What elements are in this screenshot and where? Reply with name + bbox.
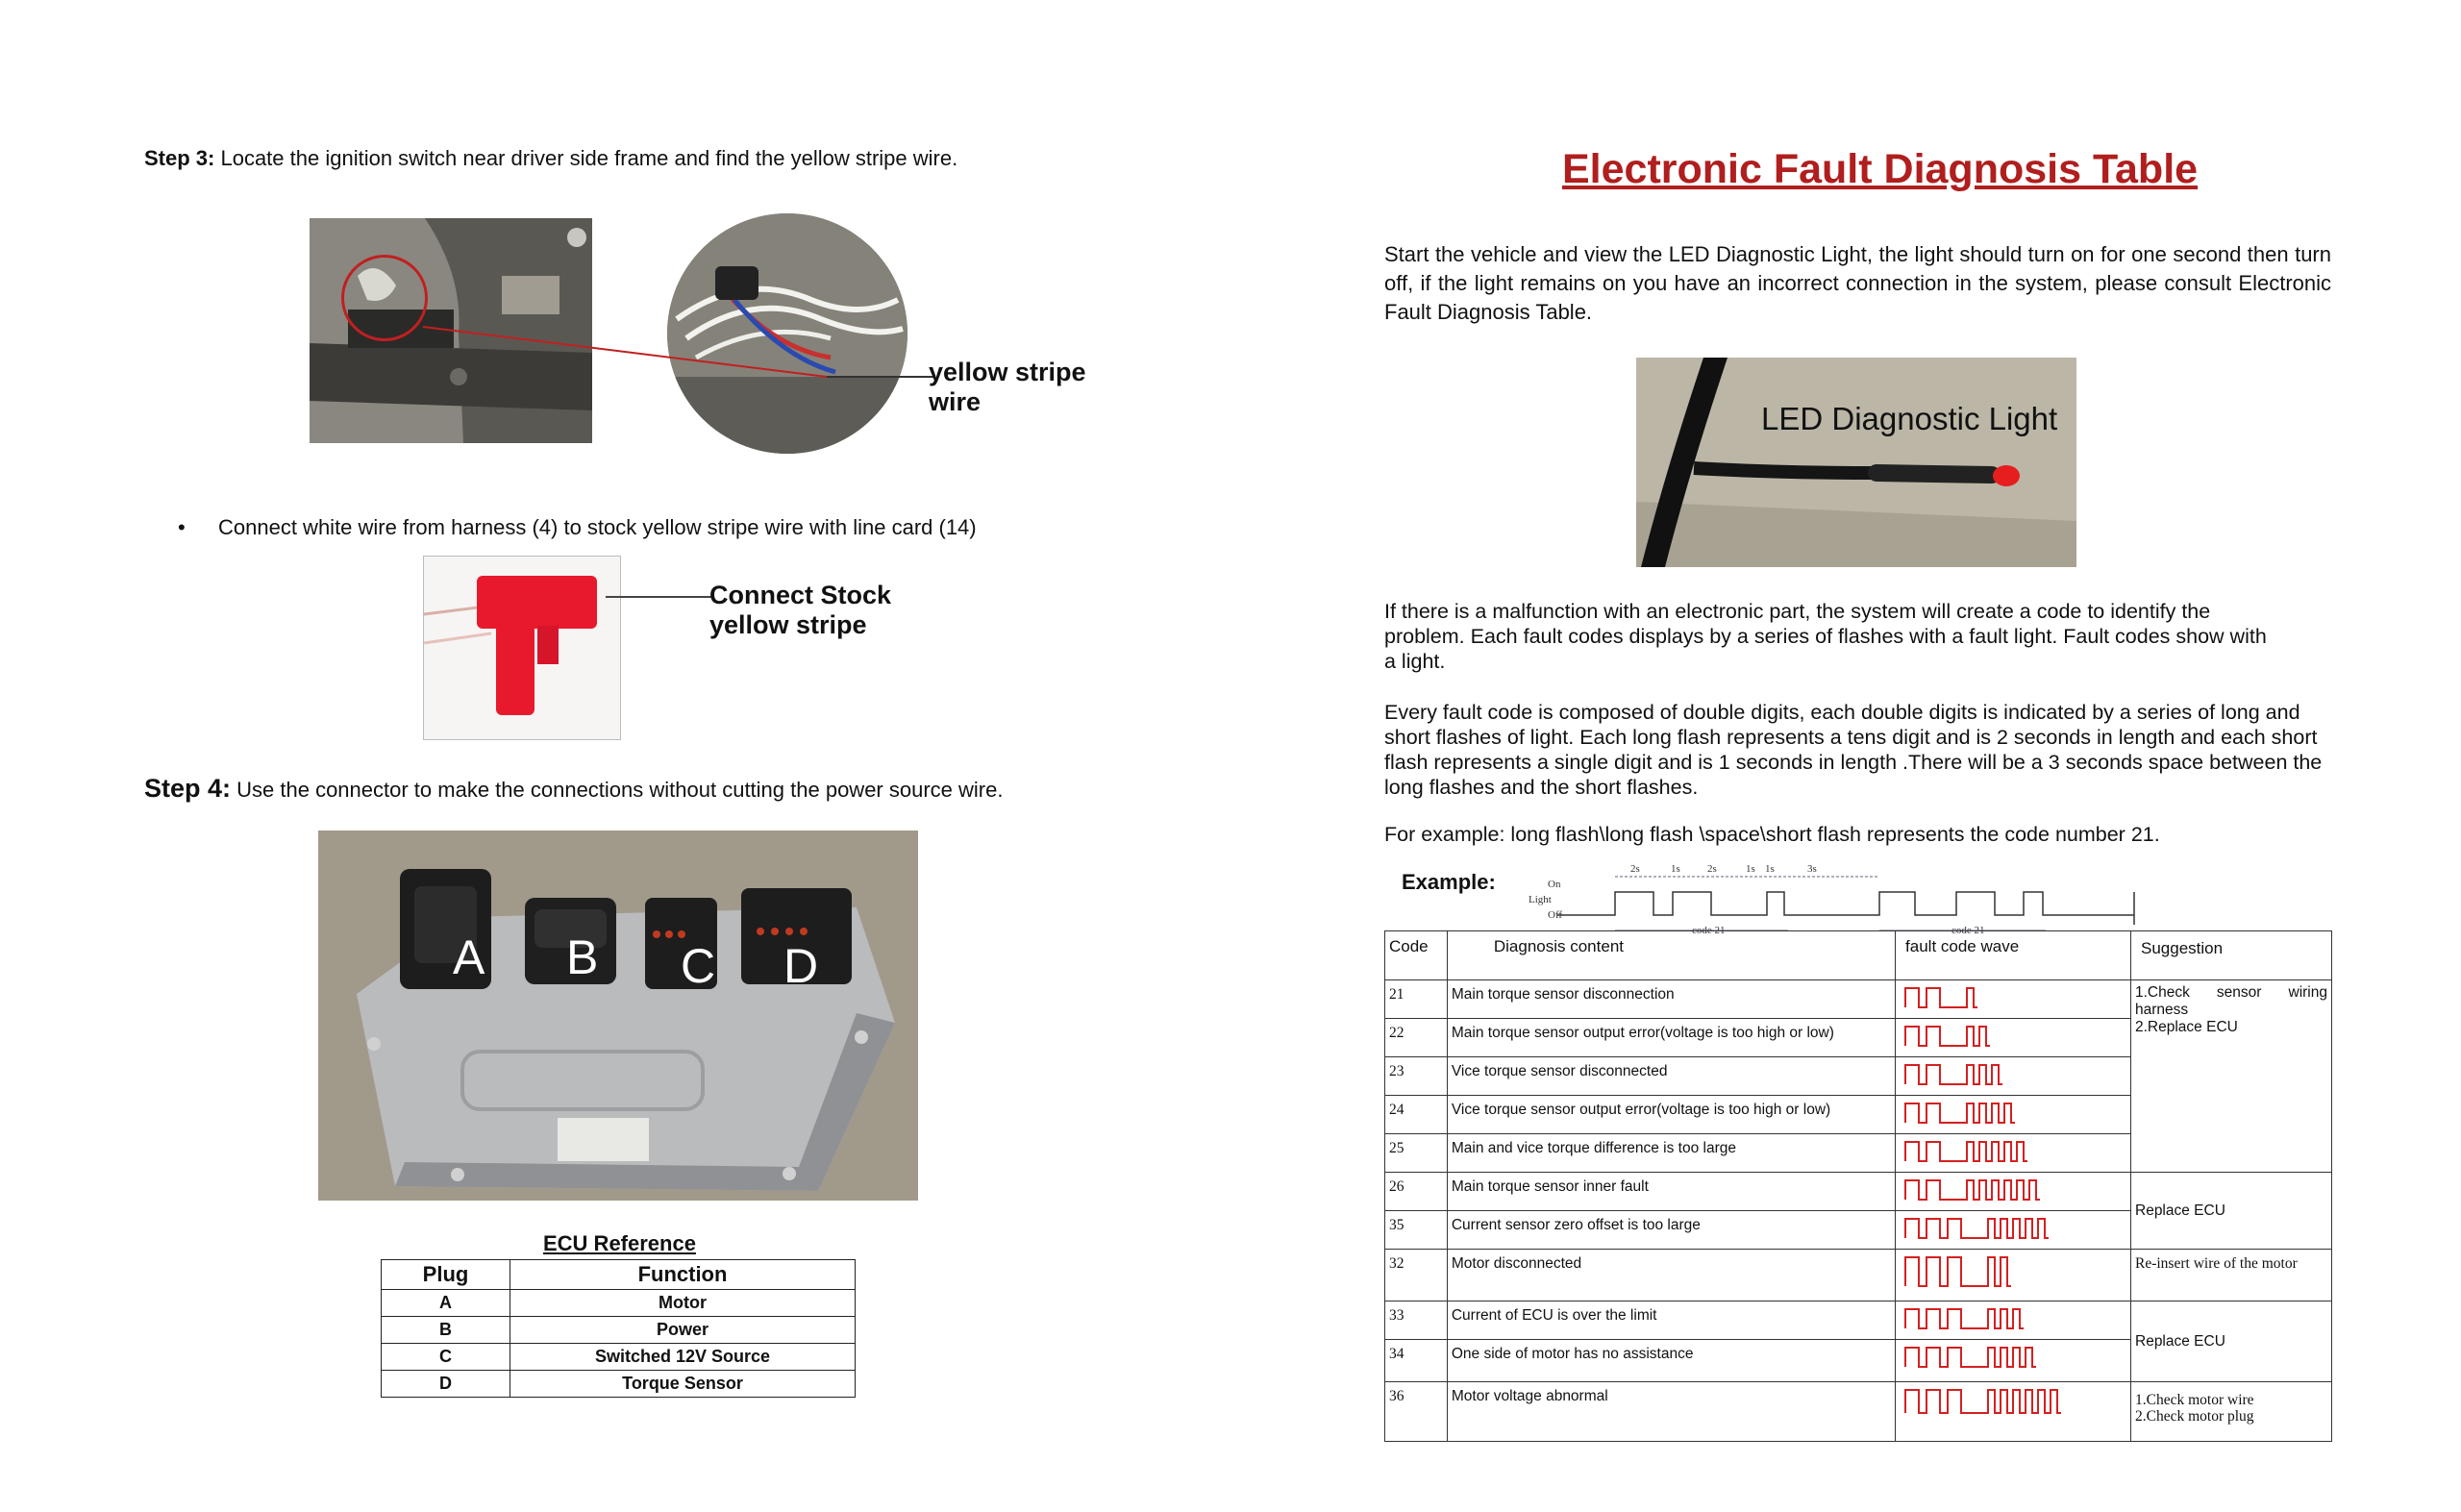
timing-code-label: code 21: [1951, 925, 1985, 936]
fault-code: 32: [1385, 1250, 1448, 1301]
header-diagnosis-text: Diagnosis content: [1493, 937, 1624, 955]
fault-desc: Main and vice torque difference is too large: [1447, 1134, 1895, 1173]
fault-code: 22: [1385, 1019, 1448, 1057]
ecu-plug: B: [382, 1317, 510, 1344]
ecu-letter-b: B: [566, 930, 599, 984]
ecu-letter-d: D: [783, 939, 819, 993]
timing-duration: 1s: [1765, 863, 1775, 875]
fault-wave: [1896, 1173, 2131, 1211]
fault-waveform-line: [1905, 1103, 2015, 1123]
fault-wave: [1896, 980, 2131, 1019]
table-row: [382, 1344, 856, 1371]
fault-waveform-line: [1905, 1309, 2024, 1328]
ecu-header-plug: Plug: [382, 1260, 510, 1290]
fault-wave: [1896, 1301, 2131, 1340]
ecu-reference-title: ECU Reference: [543, 1231, 696, 1255]
header-code: Code: [1385, 931, 1448, 980]
ecu-function: Switched 12V Source: [510, 1344, 856, 1371]
fault-table-header: [1385, 931, 2332, 980]
fault-wave: [1896, 1057, 2131, 1096]
fault-wave: [1896, 1134, 2131, 1173]
fault-desc: Motor disconnected: [1447, 1250, 1895, 1301]
timing-light-label: Light: [1529, 894, 1552, 905]
fault-code: 23: [1385, 1057, 1448, 1096]
timing-code-label: code 21: [1692, 925, 1726, 936]
fault-desc: Main torque sensor output error(voltage is too high or low): [1447, 1019, 1895, 1057]
step4-label: Step 4:: [144, 774, 232, 803]
timing-duration: 3s: [1807, 863, 1817, 875]
example-paragraph: For example: long flash\long flash \space\short flash represents the code number 21.: [1384, 823, 2160, 846]
fault-waveform-line: [1905, 988, 1977, 1007]
table-row: [382, 1290, 856, 1317]
suggestion-cell: [2131, 1301, 2332, 1382]
suggestion-line: Replace ECU: [2135, 1332, 2225, 1350]
timing-waveform: [1519, 863, 2144, 935]
ecu-letter-c: C: [681, 939, 716, 993]
fault-waveform-line: [1905, 1219, 2049, 1238]
led-diagnostic-photo: [1636, 358, 2076, 567]
fault-desc: Motor voltage abnormal: [1447, 1382, 1895, 1442]
fault-code: 25: [1385, 1134, 1448, 1173]
timing-on-label: On: [1548, 879, 1561, 890]
step4-text: [144, 774, 1003, 804]
fault-code: 36: [1385, 1382, 1448, 1442]
ecu-photo-drawing: [318, 830, 918, 1201]
callout-yellow-stripe: [929, 358, 1086, 417]
suggestion-line: Replace ECU: [2135, 1202, 2225, 1219]
timing-duration: 1s: [1746, 863, 1755, 875]
suggestion-line: 2.Check motor plug: [2135, 1408, 2254, 1425]
table-row: [382, 1317, 856, 1344]
ecu-table-header: [382, 1260, 856, 1290]
ecu-plug: C: [382, 1344, 510, 1371]
page-title: Electronic Fault Diagnosis Table: [1562, 146, 2199, 192]
fault-code: 33: [1385, 1301, 1448, 1340]
fault-diagnosis-table: [1384, 930, 2332, 1442]
ecu-plug: A: [382, 1290, 510, 1317]
suggestion-cell: [2131, 1250, 2332, 1301]
fault-wave: [1896, 1340, 2131, 1382]
header-suggestion: [2131, 931, 2332, 980]
suggestion-line: 1.Check sensor wiring harness: [2135, 984, 2327, 1018]
ecu-header-function: Function: [510, 1260, 856, 1290]
table-row: [382, 1371, 856, 1398]
suggestion-line: 2.Replace ECU: [2135, 1019, 2238, 1035]
callout-yellow-stripe-line1: yellow stripe: [929, 358, 1086, 386]
ecu-letter-a: A: [453, 930, 485, 984]
fault-waveform-line: [1905, 1348, 2036, 1367]
table-row: [1385, 1301, 2332, 1340]
suggestion-cell: [2131, 1173, 2332, 1250]
fault-code: 26: [1385, 1173, 1448, 1211]
bullet-text: Connect white wire from harness (4) to stock yellow stripe wire with line card (14): [218, 515, 977, 539]
timing-duration: 2s: [1707, 863, 1717, 875]
header-wave: [1896, 931, 2131, 980]
table-row: [1385, 1250, 2332, 1301]
fault-waveform-line: [1905, 1390, 2061, 1413]
header-wave-text: fault code wave: [1905, 937, 2020, 955]
step4-body: Use the connector to make the connections without cutting the power source wire.: [231, 778, 1004, 802]
led-diagnostic-label: LED Diagnostic Light: [1761, 401, 2058, 436]
timing-duration: 2s: [1630, 863, 1640, 875]
fault-wave: [1896, 1096, 2131, 1134]
suggestion-cell: [2131, 980, 2332, 1173]
fault-desc: Current of ECU is over the limit: [1447, 1301, 1895, 1340]
fault-code-paragraph: Every fault code is composed of double digits, each double digits is indicated by a series of long and short flashes of light. Each long flash represents a tens digit and is 2 seconds in length and each short flash represents a single digit and is 1 seconds in length .There will be a 3 seconds space between the long flashes and the short flashes.: [1384, 701, 2323, 799]
callout-connect-stock-line1: Connect Stock: [709, 581, 892, 609]
led-photo-drawing: [1636, 358, 2076, 567]
ecu-photo: [318, 830, 918, 1201]
step3-label: Step 3:: [144, 146, 215, 170]
timing-duration: 1s: [1671, 863, 1680, 875]
fault-code: 35: [1385, 1211, 1448, 1250]
fault-waveform-line: [1905, 1257, 2011, 1286]
fault-wave: [1896, 1250, 2131, 1301]
fault-waveform-line: [1905, 1142, 2027, 1161]
example-label: Example:: [1402, 870, 1496, 894]
suggestion-cell: [2131, 1382, 2332, 1442]
header-suggestion-text: Suggestion: [2141, 939, 2224, 957]
fault-desc: Current sensor zero offset is too large: [1447, 1211, 1895, 1250]
ecu-reference-table: [381, 1259, 856, 1398]
intro-paragraph: Start the vehicle and view the LED Diagnostic Light, the light should turn on for one second then turn off, if the light remains on you have an incorrect connection in the system, please consult Electronic Fault Diagnosis Table.: [1384, 242, 2331, 324]
ecu-function: Power: [510, 1317, 856, 1344]
callout-connect-stock-line2: yellow stripe: [709, 610, 867, 639]
table-row: [1385, 1173, 2332, 1211]
fault-desc: Main torque sensor inner fault: [1447, 1173, 1895, 1211]
fault-desc: One side of motor has no assistance: [1447, 1340, 1895, 1382]
fault-waveform-line: [1905, 1027, 1990, 1046]
callout-yellow-stripe-line2: wire: [929, 387, 982, 416]
timing-diagram: [1519, 863, 2144, 936]
fault-desc: Vice torque sensor output error(voltage is too high or low): [1447, 1096, 1895, 1134]
fault-wave: [1896, 1211, 2131, 1250]
ecu-function: Motor: [510, 1290, 856, 1317]
fault-desc: Vice torque sensor disconnected: [1447, 1057, 1895, 1096]
callout-connect-stock: [709, 581, 891, 640]
malfunction-paragraph: If there is a malfunction with an electronic part, the system will create a code to identify the problem. Each fault codes displays by a series of flashes with a fault light. Fault codes show with a light.: [1384, 600, 2267, 673]
callout-line-2: [0, 0, 769, 673]
table-row: [1385, 980, 2332, 1019]
fault-wave: [1896, 1382, 2131, 1442]
header-diagnosis: [1447, 931, 1895, 980]
ecu-function: Torque Sensor: [510, 1371, 856, 1398]
table-row: [1385, 1382, 2332, 1442]
ecu-plug: D: [382, 1371, 510, 1398]
fault-waveform-line: [1905, 1065, 2002, 1084]
fault-code: 24: [1385, 1096, 1448, 1134]
fault-code: 34: [1385, 1340, 1448, 1382]
step3-body: Locate the ignition switch near driver side frame and find the yellow stripe wire.: [214, 146, 958, 170]
timing-off-label: Off: [1548, 909, 1563, 921]
fault-desc: Main torque sensor disconnection: [1447, 980, 1895, 1019]
fault-code: 21: [1385, 980, 1448, 1019]
fault-waveform-line: [1905, 1180, 2040, 1200]
suggestion-line: Re-insert wire of the motor: [2135, 1255, 2298, 1272]
suggestion-line: 1.Check motor wire: [2135, 1392, 2254, 1408]
fault-wave: [1896, 1019, 2131, 1057]
